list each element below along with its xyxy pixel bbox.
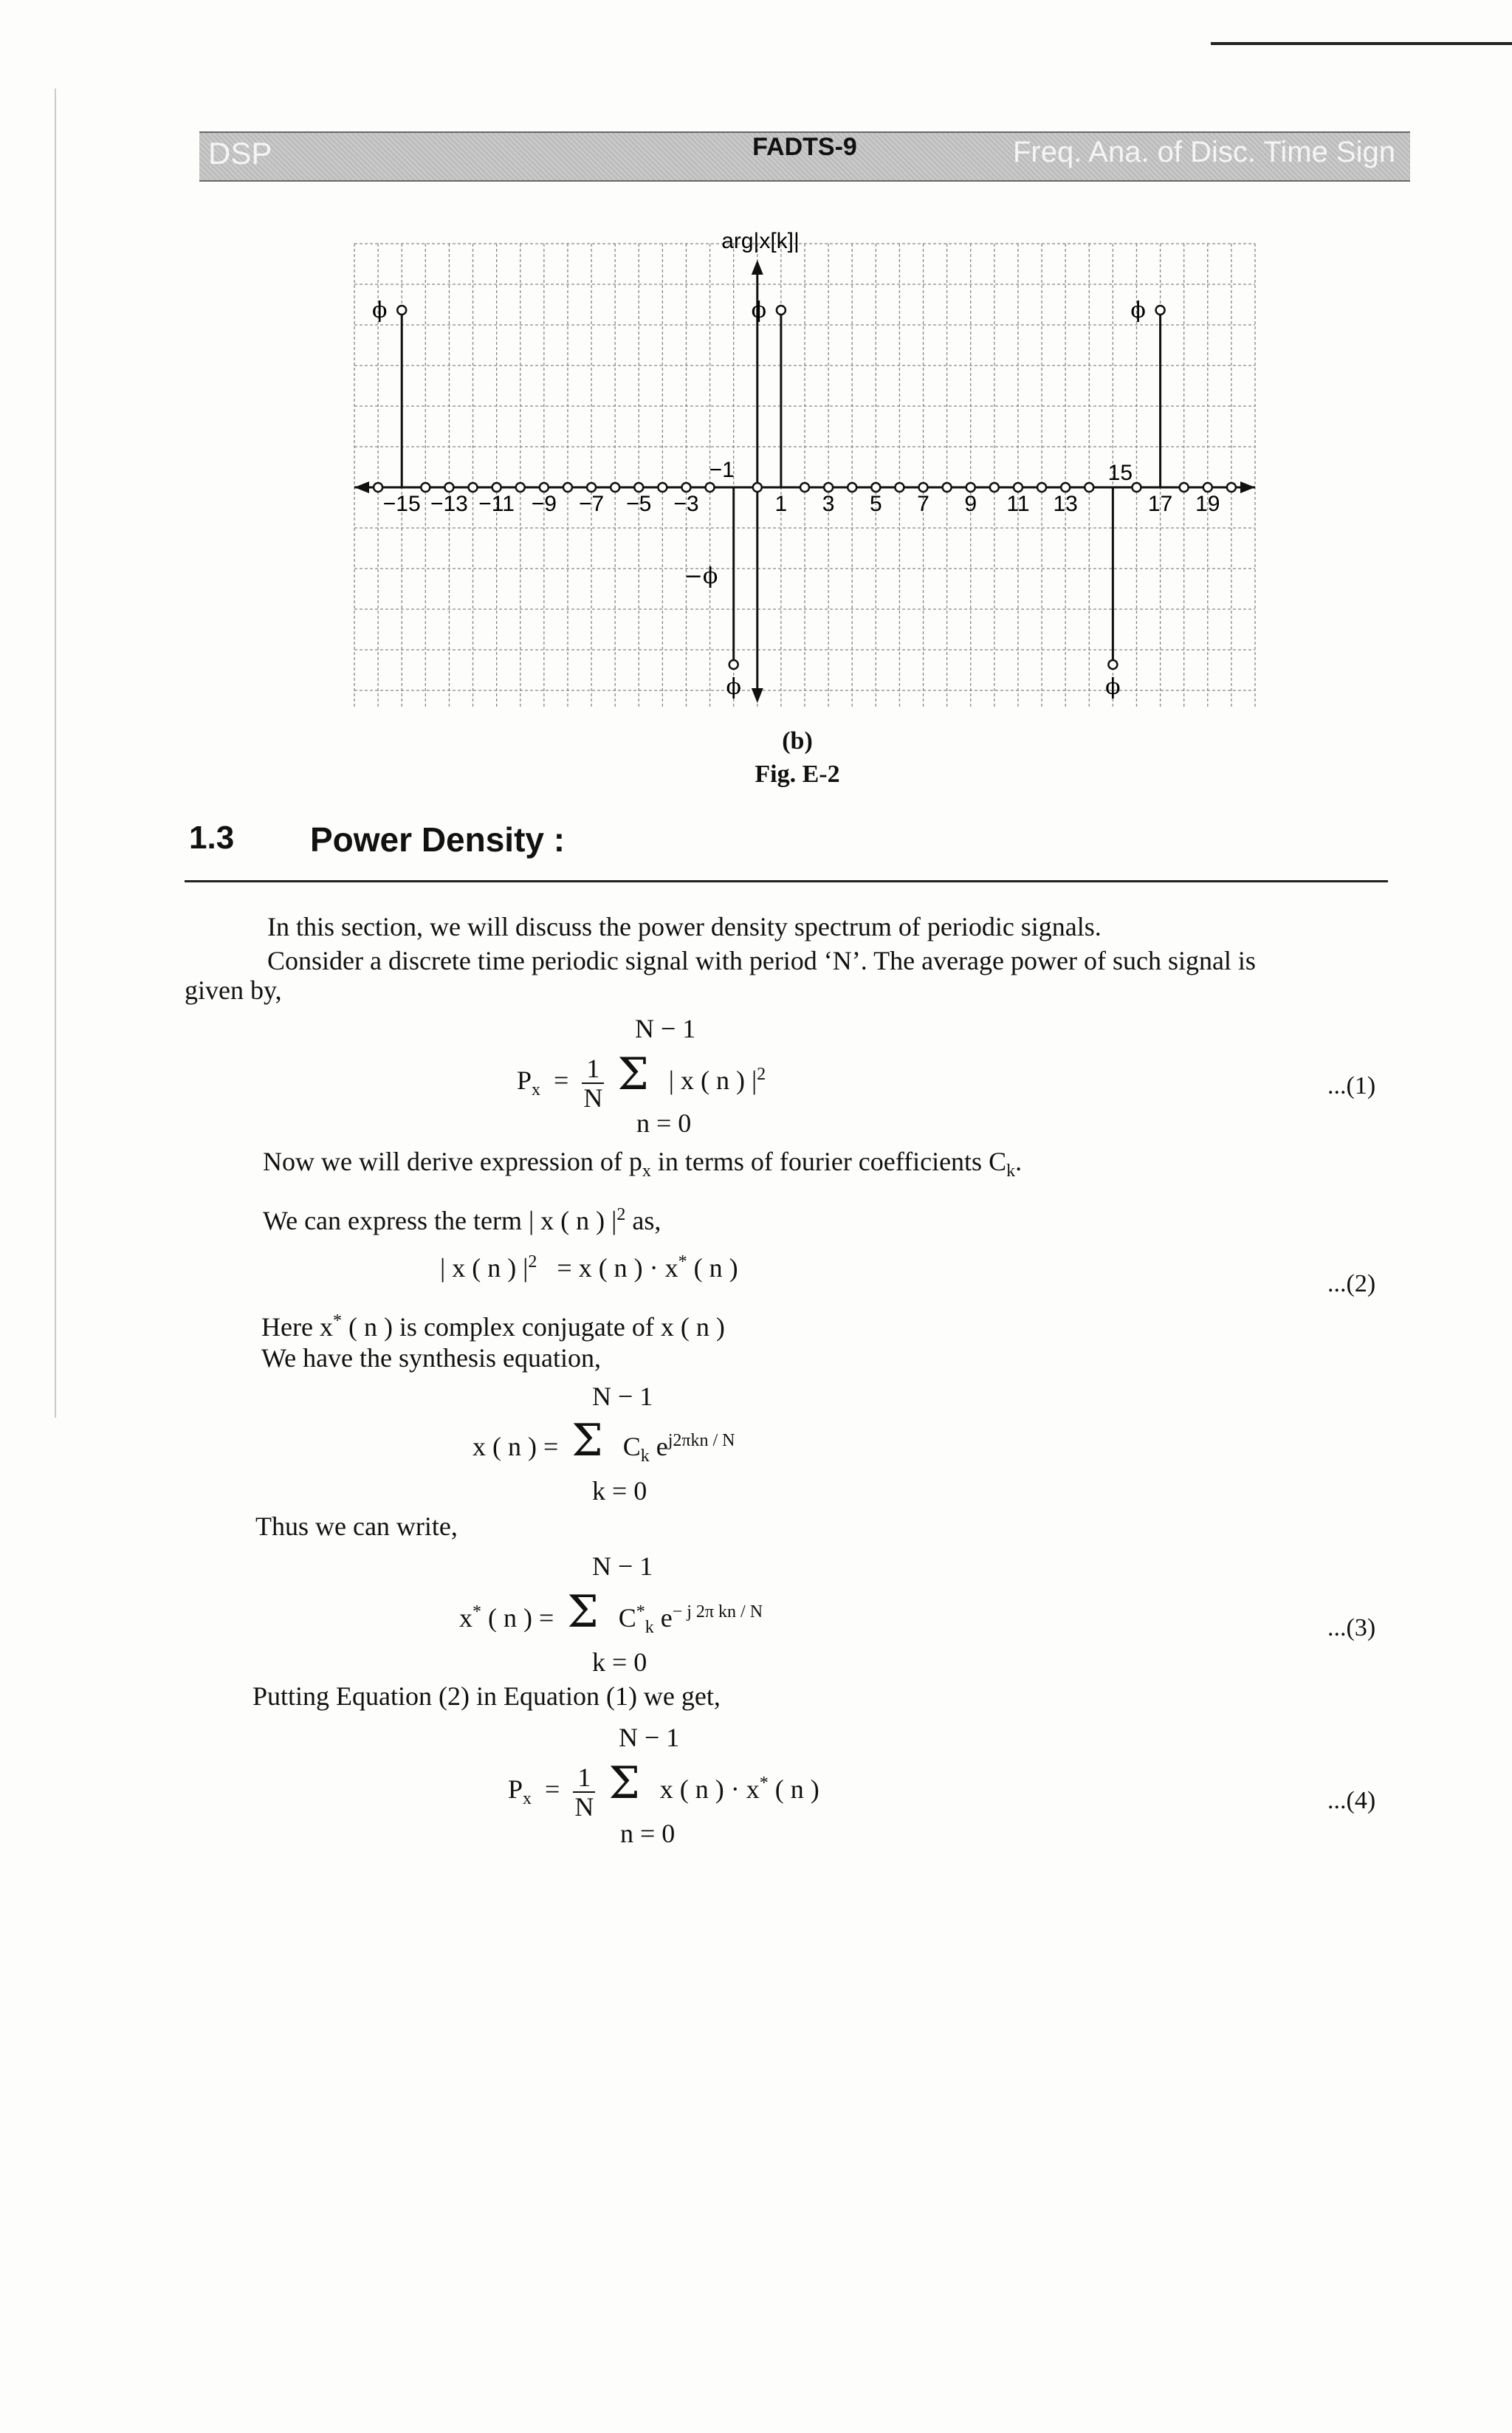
eq2-lhs: | x ( n ) | (440, 1253, 529, 1283)
synthesis-equation (472, 1415, 735, 1466)
express-text: We can express the term | x ( n ) | (263, 1206, 617, 1235)
y-axis-label: arg|x[k]| (721, 229, 800, 253)
equation-3 (459, 1586, 763, 1638)
equation-4: $P_x$ = $\frac{1}{N}$ Σ x ( n ) · x* ( n ) (508, 1757, 819, 1822)
eq4-fraction (573, 1763, 595, 1821)
stem-marker (634, 483, 643, 492)
figure-panel-label: (b) (782, 727, 813, 755)
eq2-rhs-end: ( n ) (687, 1253, 738, 1283)
express-sup: 2 (616, 1205, 626, 1224)
eq3-lhs-end: ( n ) = (481, 1603, 554, 1633)
eq3-exponent: − j 2π kn / N (672, 1602, 763, 1622)
stem-marker (800, 483, 809, 492)
stem-marker (777, 306, 786, 315)
figure-caption: Fig. E-2 (755, 761, 840, 788)
header-chapter-title: Freq. Ana. of Disc. Time Sign (1013, 136, 1395, 168)
paragraph-express (263, 1198, 661, 1238)
stem-marker (563, 483, 572, 492)
stem-marker (824, 483, 833, 492)
y-axis-arrow-down (752, 688, 763, 703)
eq2-number: ...(2) (1327, 1270, 1376, 1297)
eq4-lhs: P (508, 1774, 523, 1804)
stem-marker (990, 483, 999, 492)
eqs-exp-base: e (656, 1432, 668, 1461)
eqs-lhs: x ( n ) = (472, 1432, 559, 1461)
summation-sign: Σ (571, 1415, 603, 1466)
x-axis-arrow-left (354, 481, 369, 493)
paragraph-synthesis: We have the synthesis equation, (261, 1343, 601, 1373)
stem-marker (681, 483, 690, 492)
eq1-lower-limit: n = 0 (636, 1108, 692, 1138)
stem-marker (374, 483, 382, 492)
stem-marker (492, 483, 501, 492)
eq3-lower-limit: k = 0 (592, 1647, 647, 1677)
x-tick-label: 5 (869, 492, 882, 516)
eq2-rhs-sup: * (678, 1252, 687, 1272)
x-tick-label: 7 (917, 492, 929, 516)
stem-marker (706, 483, 715, 492)
eq2-lhs-sup: 2 (528, 1252, 537, 1272)
derive-text: Now we will derive expression of p (263, 1147, 642, 1176)
eq4-upper-limit: N − 1 (619, 1723, 680, 1752)
header-left-text: DSP (208, 136, 272, 171)
x-tick-label: 3 (822, 492, 835, 516)
conjugate-text: Here x (261, 1312, 333, 1342)
eq1-upper-limit: N − 1 (635, 1014, 696, 1043)
x-tick-label: 19 (1195, 492, 1220, 516)
x-tick-label: −5 (626, 492, 652, 516)
eq3-number: ...(3) (1327, 1614, 1376, 1641)
x-axis-arrow-right (1240, 481, 1255, 493)
eq3-coeff: C (618, 1603, 636, 1633)
x-tick-label: 15 (1107, 461, 1133, 485)
stem-marker (1180, 483, 1189, 492)
stem-marker (1108, 660, 1117, 669)
eq3-coeff-sub: k (645, 1618, 654, 1638)
stem-marker (919, 483, 928, 492)
stem-marker (1203, 483, 1212, 492)
eq4-lower-limit: n = 0 (620, 1819, 676, 1848)
x-tick-label: −7 (578, 492, 605, 516)
y-axis-arrow-up (752, 260, 763, 275)
stem-marker (1085, 483, 1093, 492)
conjugate-rest: ( n ) is complex conjugate of x ( n ) (341, 1312, 725, 1342)
eqs-upper-limit: N − 1 (592, 1382, 653, 1411)
stem-marker (943, 483, 952, 492)
eq4-body-sup: * (759, 1774, 769, 1793)
eq4-body-end: ( n ) (768, 1774, 819, 1804)
eq3-coeff-sup: * (636, 1602, 645, 1622)
x-tick-label: −13 (430, 492, 468, 516)
eq4-numerator: 1 (573, 1763, 595, 1793)
eq1-numerator: 1 (582, 1054, 604, 1084)
paragraph-derive (263, 1145, 1022, 1188)
eq4-lhs-sub: x (523, 1789, 532, 1809)
x-tick-label: 1 (774, 492, 788, 516)
x-tick-labels (383, 458, 1220, 589)
eq1-body-sup: 2 (757, 1065, 766, 1084)
phi-label: ϕ (1105, 674, 1121, 700)
x-tick-label: 17 (1147, 492, 1173, 516)
stem-marker (587, 483, 596, 492)
eq4-number: ...(4) (1327, 1787, 1376, 1814)
phi-label: ϕ (726, 674, 741, 700)
derive-sub-k: k (1006, 1161, 1016, 1181)
section-title: Power Density : (310, 820, 566, 859)
phi-label: ϕ (371, 298, 388, 323)
paragraph-putting: Putting Equation (2) in Equation (1) we get, (252, 1681, 721, 1711)
eq3-upper-limit: N − 1 (592, 1551, 653, 1581)
eq3-lhs: x (459, 1603, 472, 1633)
eq3-lhs-sup: * (472, 1602, 481, 1622)
stem-marker (1132, 483, 1141, 492)
paragraph-intro: In this section, we will discuss the power density spectrum of periodic signals. (267, 912, 1102, 941)
eq2-rhs: = x ( n ) · x (557, 1253, 678, 1283)
x-tick-label: 13 (1053, 492, 1078, 516)
x-tick-label: −3 (673, 492, 699, 516)
phi-label: ϕ (751, 298, 767, 323)
paragraph-conjugate (261, 1304, 725, 1344)
page-edge-line (55, 89, 56, 1418)
stem-marker (729, 660, 738, 669)
section-rule (185, 880, 1388, 882)
conjugate-sup: * (332, 1311, 342, 1331)
top-rule (1211, 42, 1512, 45)
derive-text-rest: in terms of fourier coefficients C (650, 1147, 1007, 1176)
stem-marker (753, 483, 762, 492)
x-tick-label: −1 (709, 458, 735, 482)
eq1-number: ...(1) (1327, 1072, 1376, 1099)
paragraph-given-by: given by, (185, 975, 282, 1005)
eq1-lhs-sub: x (532, 1080, 541, 1100)
stem-marker (516, 483, 525, 492)
stem-marker (540, 483, 549, 492)
eqs-coeff: C (622, 1432, 641, 1461)
eq1-lhs: P (517, 1065, 532, 1095)
equation-1: $P_x$ = $\frac{1}{N}$ Σ | x ( n ) $|^2$ (517, 1049, 766, 1113)
section-number: 1.3 (189, 820, 235, 856)
eqs-coeff-sub: k (640, 1447, 650, 1466)
stem-marker (421, 483, 430, 492)
summation-sign: Σ (608, 1757, 640, 1809)
x-tick-label: −15 (382, 492, 421, 516)
stem-marker (966, 483, 975, 492)
stem-marker (871, 483, 880, 492)
stem-marker (1061, 483, 1070, 492)
paragraph-consider: Consider a discrete time periodic signal with period ‘N’. The average power of such signal is (267, 946, 1256, 975)
eq1-denominator: N (583, 1082, 603, 1113)
stem-marker (469, 483, 478, 492)
eq1-body: | x ( n ) | (668, 1065, 757, 1095)
x-tick-label: 11 (1006, 492, 1030, 516)
stem-marker (658, 483, 667, 492)
eq1-fraction (582, 1054, 604, 1112)
eq4-denominator: N (574, 1791, 594, 1822)
eq3-exp-base: e (660, 1603, 673, 1633)
paragraph-thus: Thus we can write, (255, 1511, 458, 1541)
phase-spectrum-chart (340, 222, 1270, 724)
derive-sub-x: x (642, 1161, 651, 1181)
stem-marker (611, 483, 619, 492)
stem-marker (1014, 483, 1023, 492)
minus-phi-label: −ϕ (684, 563, 718, 589)
x-tick-label: −9 (531, 492, 557, 516)
stem-marker (397, 306, 406, 315)
header-page-label: FADTS-9 (752, 133, 857, 161)
x-tick-label: −11 (478, 492, 515, 516)
summation-sign: Σ (567, 1586, 599, 1638)
derive-text-end: . (1015, 1147, 1023, 1176)
phi-label: ϕ (1130, 298, 1146, 323)
stem-marker (1156, 306, 1165, 315)
stem-marker (1227, 483, 1236, 492)
x-tick-label: 9 (964, 492, 977, 516)
summation-sign: Σ (617, 1049, 649, 1100)
express-end: as, (625, 1206, 662, 1235)
eqs-lower-limit: k = 0 (592, 1476, 647, 1506)
stem-marker (444, 483, 453, 492)
stem-marker (848, 483, 856, 492)
eq4-body: x ( n ) · x (659, 1774, 760, 1804)
eqs-exponent: j2πkn / N (667, 1431, 735, 1450)
stem-marker (895, 483, 904, 492)
stem-marker (1037, 483, 1046, 492)
equation-2 (440, 1252, 738, 1283)
